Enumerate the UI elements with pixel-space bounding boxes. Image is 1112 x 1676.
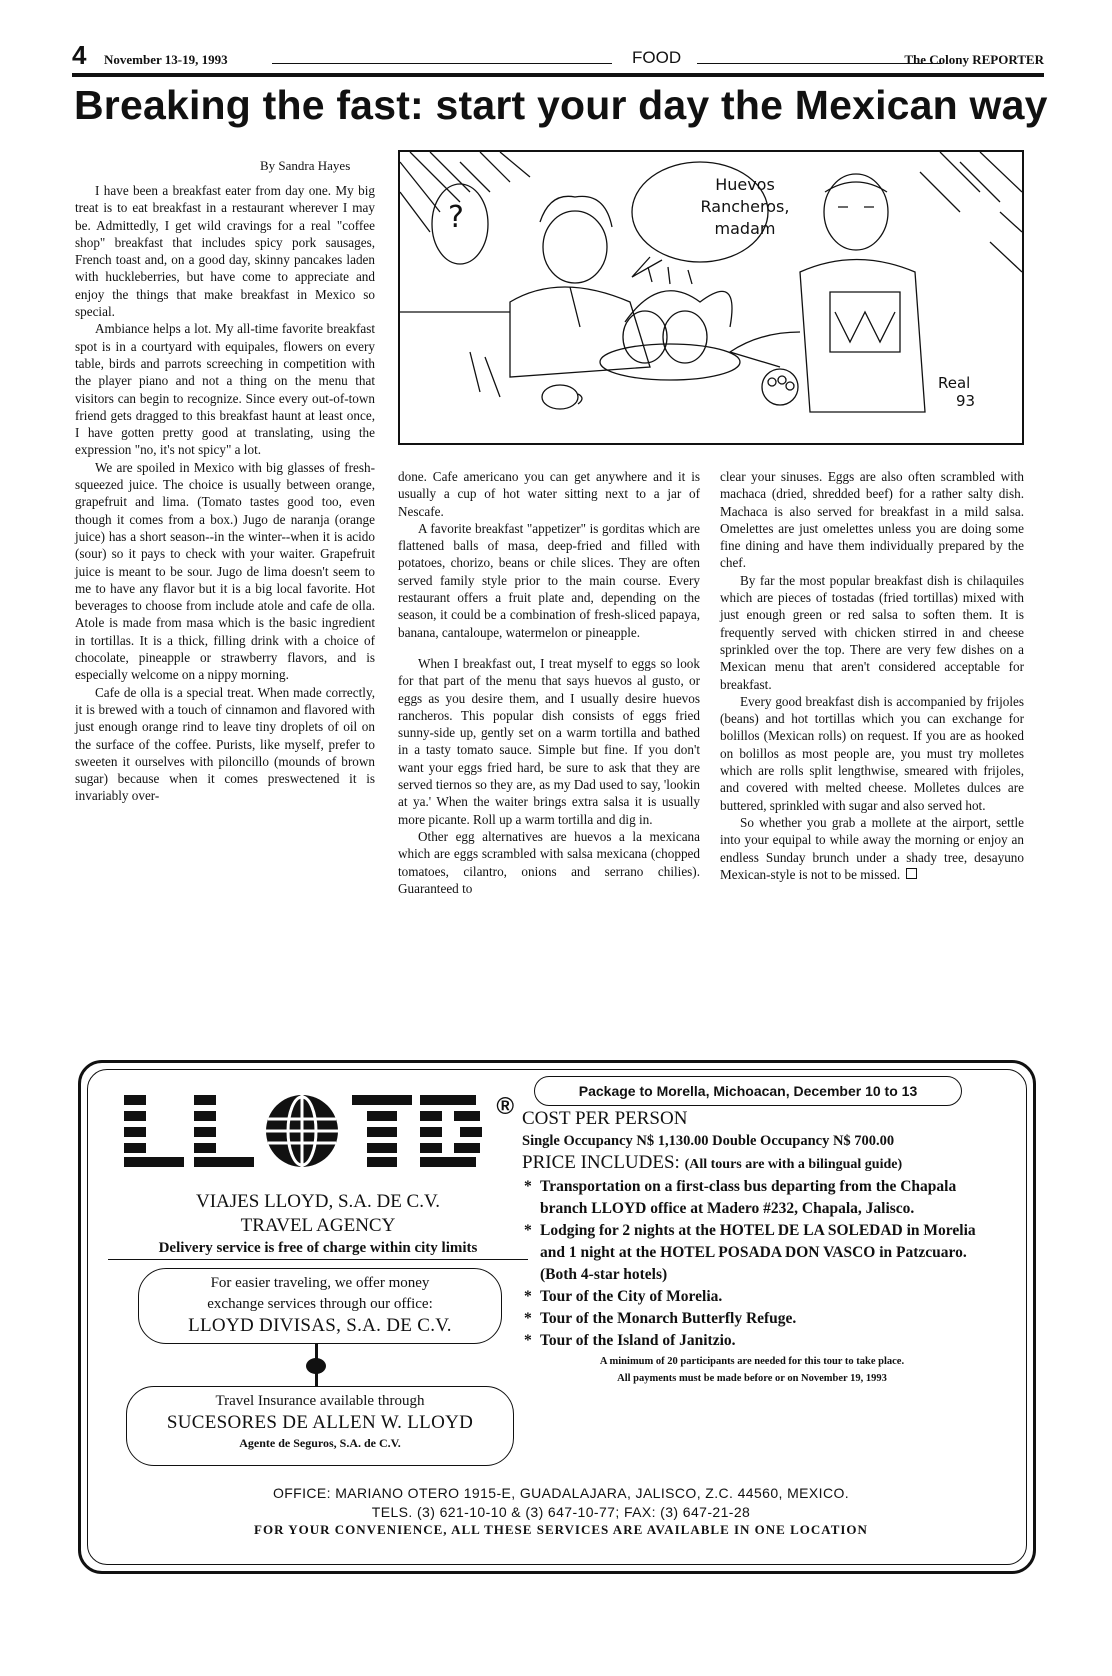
connector-knob xyxy=(306,1358,326,1374)
artist-signature xyxy=(938,374,975,410)
includes-label: PRICE INCLUDES: xyxy=(522,1152,680,1173)
issue-date: November 13-19, 1993 xyxy=(104,52,228,67)
office-contact xyxy=(88,1484,1034,1522)
delivery-note: Delivery service is free of charge within city limits xyxy=(108,1240,528,1260)
package-title: Package to Morella, Michoacan, December 10 to 13 xyxy=(534,1076,962,1106)
exchange-line: exchange services through our office: xyxy=(207,1296,433,1312)
includes-note: (All tours are with a bilingual guide) xyxy=(684,1157,903,1172)
speech-bubble xyxy=(675,174,815,240)
paragraph: I have been a breakfast eater from day one. My big treat is to eat breakfast in a restaurant wherever I may be. Admittedly, I get wild cravings for a real "coffee shop" breakfast that includes spicy pork sausages, French toast and, on a good day, skinny pancakes laden with huckleberries, but have come to appreciate and enjoy the things that make breakfast in Mexico so special. xyxy=(75,183,375,320)
list-item: * Lodging for 2 nights at the HOTEL DE LA SOLEDAD in Morelia and 1 night at the HOTEL POSADA DON VASCO in Patzcuaro. (Both 4-star hotels) xyxy=(522,1220,982,1286)
logo-graphic xyxy=(124,1093,484,1171)
header-rule-left xyxy=(272,63,612,64)
agency-name: VIAJES LLOYD, S.A. DE C.V. xyxy=(195,1191,441,1212)
money-exchange-box xyxy=(138,1268,502,1344)
article-column-1 xyxy=(75,182,375,805)
paragraph: When I breakfast out, I treat myself to eggs so look for that part of the menu that says huevos al gusto, or eggs as you desire them, and I usually desire huevos rancheros. This popular dish consists of eggs fried sunny-side up, gently set on a warm tortilla and bathed in a tasty tomato sauce. Simple but fine. If you don't want your eggs fried hard, be sure to ask that they are served tiernos so they are, as my Dad used to say, 'lookin at ya.' When the waiter brings extra salsa it is usually more picante. Roll up a warm tortilla and dig in. xyxy=(398,655,700,827)
article-column-2 xyxy=(398,468,700,897)
insurance-line: Travel Insurance available through xyxy=(215,1393,425,1409)
office-phones: TELS. (3) 621-10-10 & (3) 647-10-77; FAX: (3) 647-21-28 xyxy=(371,1504,751,1520)
header-divider xyxy=(72,73,1044,77)
convenience-note: FOR YOUR CONVENIENCE, ALL THESE SERVICES ARE AVAILABLE IN ONE LOCATION xyxy=(254,1522,868,1537)
insurance-company: SUCESORES DE ALLEN W. LLOYD xyxy=(166,1412,474,1433)
lloyd-logo xyxy=(124,1093,514,1171)
list-item: * Tour of the Island of Janitzio. xyxy=(522,1330,982,1352)
paragraph: done. Cafe americano you can get anywhere and it is usually a cup of hot water sitting next to a jar of Nescafe. xyxy=(398,469,700,519)
agency-info xyxy=(108,1190,528,1238)
section-name: FOOD xyxy=(632,48,682,67)
includes-list xyxy=(522,1176,982,1352)
paragraph: Other egg alternatives are huevos a la mexicana which are eggs scrambled with salsa mexicana (chopped tomatoes, cilantro, onions and serrano chilies). Guaranteed to xyxy=(398,828,700,896)
headline: Breaking the fast: start your day the Mexican way xyxy=(74,82,1048,128)
bubble-line: Rancheros, xyxy=(700,197,790,216)
includes-heading xyxy=(522,1152,982,1176)
bubble-line: Huevos xyxy=(715,175,775,194)
paragraph: A favorite breakfast "appetizer" is gorditas which are flattened balls of masa, deep-fried and filled with potatoes, chorizo, beans or chile slices. They are often served family style prior to the main course. Every restaurant offers a fruit plate and, depending on the season, it could be a combination of fresh-sliced papaya, banana, cantaloupe, watermelon or pineapple. xyxy=(398,520,700,640)
office-address: OFFICE: MARIANO OTERO 1915-E, GUADALAJARA, JALISCO, Z.C. 44560, MEXICO. xyxy=(272,1485,850,1501)
paragraph-gap xyxy=(398,641,700,655)
ad-inner-border xyxy=(87,1069,1027,1565)
signature-name: Real xyxy=(938,374,971,392)
registered-mark: ® xyxy=(496,1093,514,1120)
paragraph: Ambiance helps a lot. My all-time favorite breakfast spot is in a courtyard with equipales, flowers on every table, birds and parrots screeching in competition with the player piano and not a thing on the menu that visitors can begin to recognize. Since every out-of-town friend gets dragged to this breakfast haunt at least once, I have gotten pretty good at translating, using the expression "no, it's not spicy" a lot. xyxy=(75,321,375,458)
minimum-note: A minimum of 20 participants are needed for this tour to take place. xyxy=(599,1356,905,1367)
page-header xyxy=(72,40,1044,70)
signature-year: 93 xyxy=(956,392,976,410)
bubble-line: madam xyxy=(714,219,776,238)
paragraph: Every good breakfast dish is accompanied by frijoles (beans) and hot tortillas which you can exchange for bolillos (Mexican rolls) on request. If you are as hooked on bolillos as most people are, you must try molletes which are rolls split lengthwise, smeared with frijoles, and covered with melted cheese. Molletes dulces are buttered, sprinkled with sugar and also served hot. xyxy=(720,693,1024,813)
thought-question-mark: ? xyxy=(448,200,464,235)
publication-name: The Colony REPORTER xyxy=(904,52,1044,67)
insurance-agent: Agente de Seguros, S.A. de C.V. xyxy=(239,1436,401,1450)
closing-text: So whether you grab a mollete at the airport, settle into your equipal to while away the morning or enjoy an endless Sunday brunch under a shady tree, desayuno Mexican-style is not to be missed. xyxy=(720,814,1024,882)
cost-heading: COST PER PERSON xyxy=(522,1108,688,1129)
article-column-3 xyxy=(720,468,1024,883)
paragraph: We are spoiled in Mexico with big glasses of fresh-squeezed juice. The choice is usually between orange, grapefruit and lima. (Tomato tastes good too, even though it comes from a box.) Jugo de naranja (orange juice) has a short season--in the winter--when it is acido (sour) so it pays to check with your waiter. Grapefruit juice is meant to be sour. Jugo de lima doesn't seem to me to have any flavor but it is a big local favorite. Hot beverages to choose from include atole and cafe de olla. Atole is made from masa which is the basic ingredient in tortillas. It is a thick, filling drink with a choice of chocolate, pineapple or strawberry flavors, and is especially welcome on a nippy morning. xyxy=(75,459,375,683)
paragraph xyxy=(720,814,1024,883)
payment-note: All payments must be made before or on November 19, 1993 xyxy=(617,1373,887,1384)
byline: By Sandra Hayes xyxy=(260,158,351,173)
paragraph: clear your sinuses. Eggs are also often scrambled with machaca (dried, shredded beef) for a rather salty dish. Machaca is also served for breakfast in a mild salsa. Omelettes are just omelettes unless you are doing some fine dining and have them individually prepared by the chef. xyxy=(720,469,1024,571)
occupancy-prices: Single Occupancy N$ 1,130.00 Double Occupancy N$ 700.00 xyxy=(522,1133,895,1149)
paragraph: By far the most popular breakfast dish is chilaquiles which are pieces of tostadas (fried tortillas) mixed with just enough green or red salsa to soften them. It is frequently served with chicken stirred in and cheese sprinkled over the top. There are very few dishes on a Mexican menu that aren't considered acceptable for breakfast. xyxy=(720,572,1024,692)
package-details xyxy=(522,1108,982,1386)
exchange-office: LLOYD DIVISAS, S.A. DE C.V. xyxy=(188,1315,452,1336)
list-item: * Tour of the City of Morelia. xyxy=(522,1286,982,1308)
agency-type: TRAVEL AGENCY xyxy=(240,1215,396,1236)
lloyd-advertisement xyxy=(78,1060,1036,1574)
list-item: * Tour of the Monarch Butterfly Refuge. xyxy=(522,1308,982,1330)
end-mark xyxy=(906,868,917,879)
exchange-line: For easier traveling, we offer money xyxy=(210,1275,430,1291)
insurance-box xyxy=(126,1386,514,1466)
paragraph: Cafe de olla is a special treat. When made correctly, it is brewed with a touch of cinnamon and flavored with just enough orange rind to leave tiny droplets of oil on the surface of the coffee. Purists, like myself, prefer to sweeten it ourselves with piloncillo (mounds of brown sugar) because when it comes preswectened it is invariably over- xyxy=(75,684,375,804)
page-number: 4 xyxy=(72,40,87,70)
list-item: * Transportation on a first-class bus departing from the Chapala branch LLOYD office at Madero #232, Chapala, Jalisco. xyxy=(522,1176,982,1220)
cartoon-illustration xyxy=(398,150,1024,445)
